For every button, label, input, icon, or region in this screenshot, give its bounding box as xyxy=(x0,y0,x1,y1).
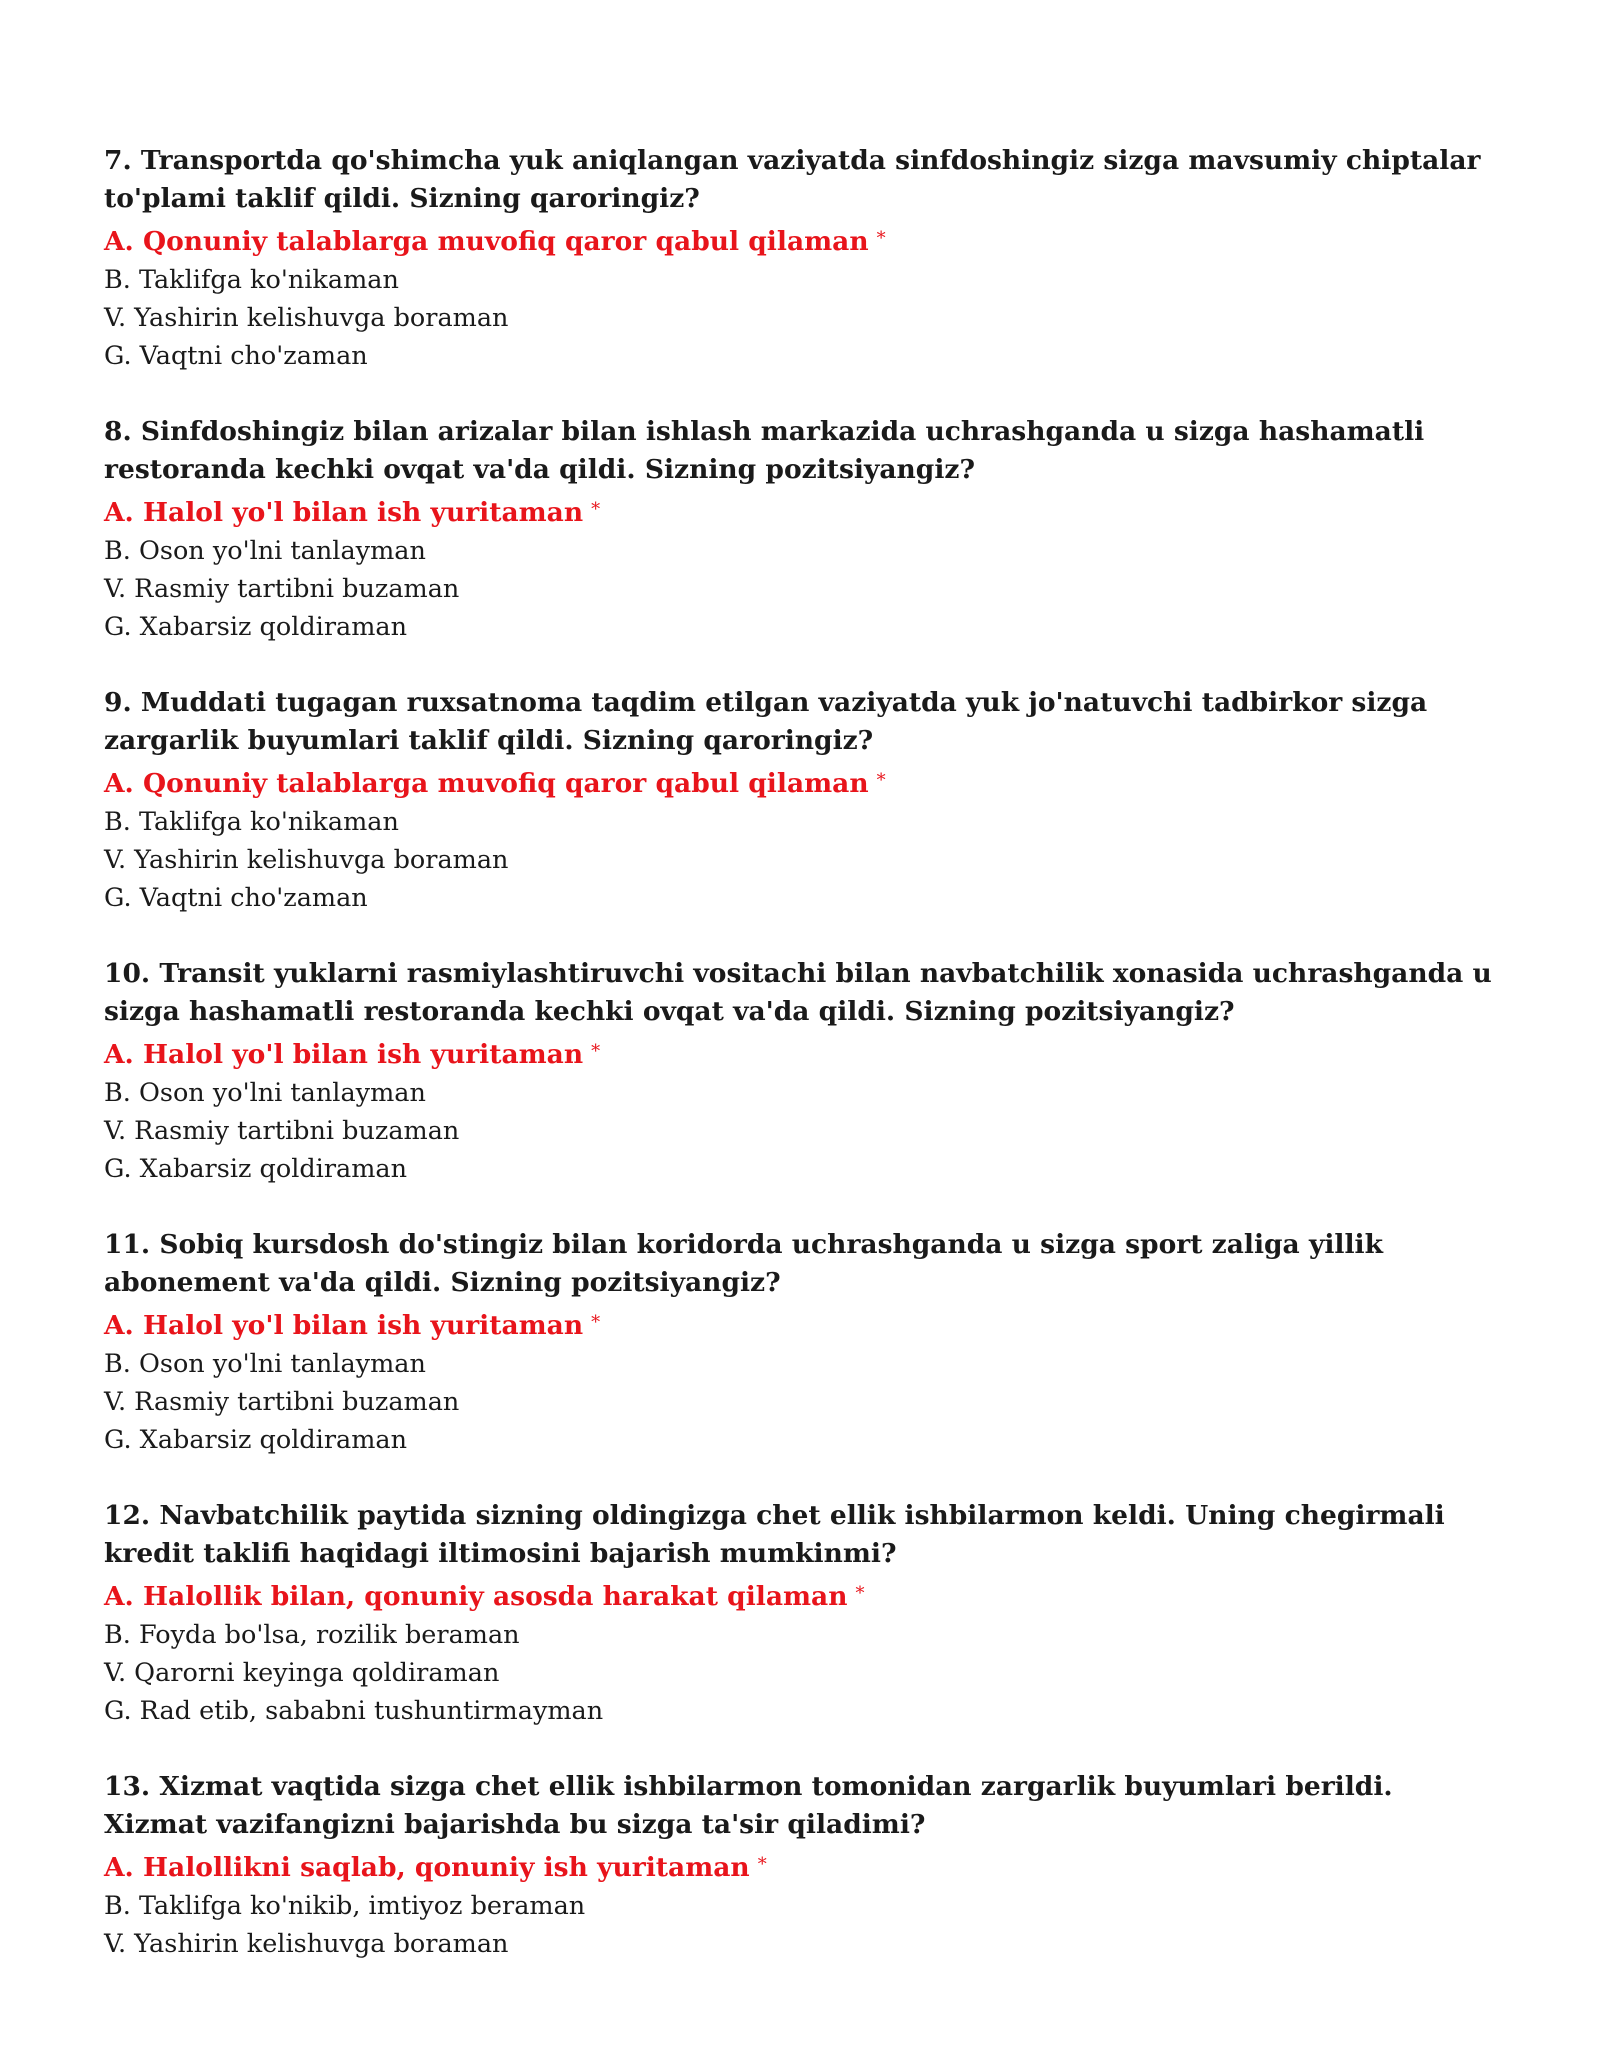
answer-option xyxy=(104,608,1504,646)
option-label: V. Rasmiy tartibni buzaman xyxy=(104,1116,460,1146)
option-label: B. Foyda bo'lsa, rozilik beraman xyxy=(104,1620,520,1650)
question-text: 8. Sinfdoshingiz bilan arizalar bilan ishlash markazida uchrashganda u sizga hashamatli restoranda kechki ovqat va'da qildi. Sizning pozitsiyangiz? xyxy=(104,416,1425,485)
answer-option xyxy=(104,1345,1504,1383)
question-block xyxy=(104,955,1504,1188)
answer-option xyxy=(104,570,1504,608)
question-text: 11. Sobiq kursdosh do'stingiz bilan koridorda uchrashganda u sizga sport zaliga yillik abonement va'da qildi. Sizning pozitsiyangiz? xyxy=(104,1229,1383,1298)
answer-option xyxy=(104,1112,1504,1150)
correct-answer-marker: * xyxy=(876,228,886,249)
option-label: G. Xabarsiz qoldiraman xyxy=(104,612,408,642)
option-label: A. Qonuniy talablarga muvofiq qaror qabul qilaman xyxy=(104,768,869,799)
answer-option xyxy=(104,1692,1504,1730)
answer-option xyxy=(104,1654,1504,1692)
answer-option xyxy=(104,299,1504,337)
option-label: A. Halollikni saqlab, qonuniy ish yuritaman xyxy=(104,1852,750,1883)
option-label: G. Vaqtni cho'zaman xyxy=(104,341,368,371)
correct-answer-marker: * xyxy=(591,1041,601,1062)
correct-answer-marker: * xyxy=(591,499,601,520)
answer-option xyxy=(104,1887,1504,1925)
option-label: V. Yashirin kelishuvga boraman xyxy=(104,1929,509,1959)
option-label: G. Xabarsiz qoldiraman xyxy=(104,1425,408,1455)
question-block xyxy=(104,1226,1504,1459)
question-text: 10. Transit yuklarni rasmiylashtiruvchi vositachi bilan navbatchilik xonasida uchrashganda u sizga hashamatli restoranda kechki ovqat va'da qildi. Sizning pozitsiyangiz? xyxy=(104,958,1492,1027)
correct-answer-marker: * xyxy=(855,1583,865,1604)
answer-option xyxy=(104,1150,1504,1188)
question-block xyxy=(104,684,1504,917)
answer-option xyxy=(104,1074,1504,1112)
option-label: G. Xabarsiz qoldiraman xyxy=(104,1154,408,1184)
answer-option xyxy=(104,1421,1504,1459)
option-label: B. Taklifga ko'nikib, imtiyoz beraman xyxy=(104,1891,586,1921)
answer-option xyxy=(104,879,1504,917)
option-label: B. Taklifga ko'nikaman xyxy=(104,807,399,837)
answer-options xyxy=(104,220,1504,375)
correct-answer-marker: * xyxy=(591,1312,601,1333)
correct-answer-marker: * xyxy=(757,1854,767,1875)
correct-answer-marker: * xyxy=(876,770,886,791)
option-label: B. Taklifga ko'nikaman xyxy=(104,265,399,295)
option-label: G. Rad etib, sababni tushuntirmayman xyxy=(104,1696,604,1726)
answer-option xyxy=(104,841,1504,879)
question-text: 9. Muddati tugagan ruxsatnoma taqdim etilgan vaziyatda yuk jo'natuvchi tadbirkor sizga zargarlik buyumlari taklif qildi. Sizning qaroringiz? xyxy=(104,687,1428,756)
correct-answer-option xyxy=(104,491,1504,532)
option-label: B. Oson yo'lni tanlayman xyxy=(104,1078,426,1108)
correct-answer-option xyxy=(104,1033,1504,1074)
answer-option xyxy=(104,1925,1504,1963)
option-label: V. Rasmiy tartibni buzaman xyxy=(104,1387,460,1417)
option-label: A. Halol yo'l bilan ish yuritaman xyxy=(104,1039,584,1070)
option-label: V. Yashirin kelishuvga boraman xyxy=(104,845,509,875)
correct-answer-option xyxy=(104,220,1504,261)
question-block xyxy=(104,142,1504,375)
question-block xyxy=(104,1768,1504,1963)
question-text: 7. Transportda qo'shimcha yuk aniqlangan vaziyatda sinfdoshingiz sizga mavsumiy chiptalar to'plami taklif qildi. Sizning qaroringiz? xyxy=(104,145,1481,214)
answer-option xyxy=(104,337,1504,375)
answer-options xyxy=(104,1846,1504,1963)
answer-option xyxy=(104,261,1504,299)
option-label: A. Qonuniy talablarga muvofiq qaror qabul qilaman xyxy=(104,226,869,257)
correct-answer-option xyxy=(104,1575,1504,1616)
question-list xyxy=(104,142,1504,1963)
answer-option xyxy=(104,803,1504,841)
answer-options xyxy=(104,762,1504,917)
answer-options xyxy=(104,1033,1504,1188)
answer-options xyxy=(104,491,1504,646)
answer-option xyxy=(104,1616,1504,1654)
question-text: 13. Xizmat vaqtida sizga chet ellik ishbilarmon tomonidan zargarlik buyumlari berildi. Xizmat vazifangizni bajarishda bu sizga ta'sir qiladimi? xyxy=(104,1771,1393,1840)
answer-option xyxy=(104,532,1504,570)
answer-option xyxy=(104,1383,1504,1421)
correct-answer-option xyxy=(104,1846,1504,1887)
correct-answer-option xyxy=(104,762,1504,803)
option-label: G. Vaqtni cho'zaman xyxy=(104,883,368,913)
option-label: A. Halol yo'l bilan ish yuritaman xyxy=(104,497,584,528)
option-label: B. Oson yo'lni tanlayman xyxy=(104,1349,426,1379)
question-text: 12. Navbatchilik paytida sizning oldingizga chet ellik ishbilarmon keldi. Uning chegirmali kredit taklifi haqidagi iltimosini bajarish mumkinmi? xyxy=(104,1500,1445,1569)
answer-options xyxy=(104,1304,1504,1459)
option-label: V. Yashirin kelishuvga boraman xyxy=(104,303,509,333)
question-block xyxy=(104,413,1504,646)
option-label: V. Qarorni keyinga qoldiraman xyxy=(104,1658,500,1688)
option-label: V. Rasmiy tartibni buzaman xyxy=(104,574,460,604)
correct-answer-option xyxy=(104,1304,1504,1345)
question-block xyxy=(104,1497,1504,1730)
option-label: A. Halol yo'l bilan ish yuritaman xyxy=(104,1310,584,1341)
option-label: B. Oson yo'lni tanlayman xyxy=(104,536,426,566)
option-label: A. Halollik bilan, qonuniy asosda harakat qilaman xyxy=(104,1581,848,1612)
answer-options xyxy=(104,1575,1504,1730)
